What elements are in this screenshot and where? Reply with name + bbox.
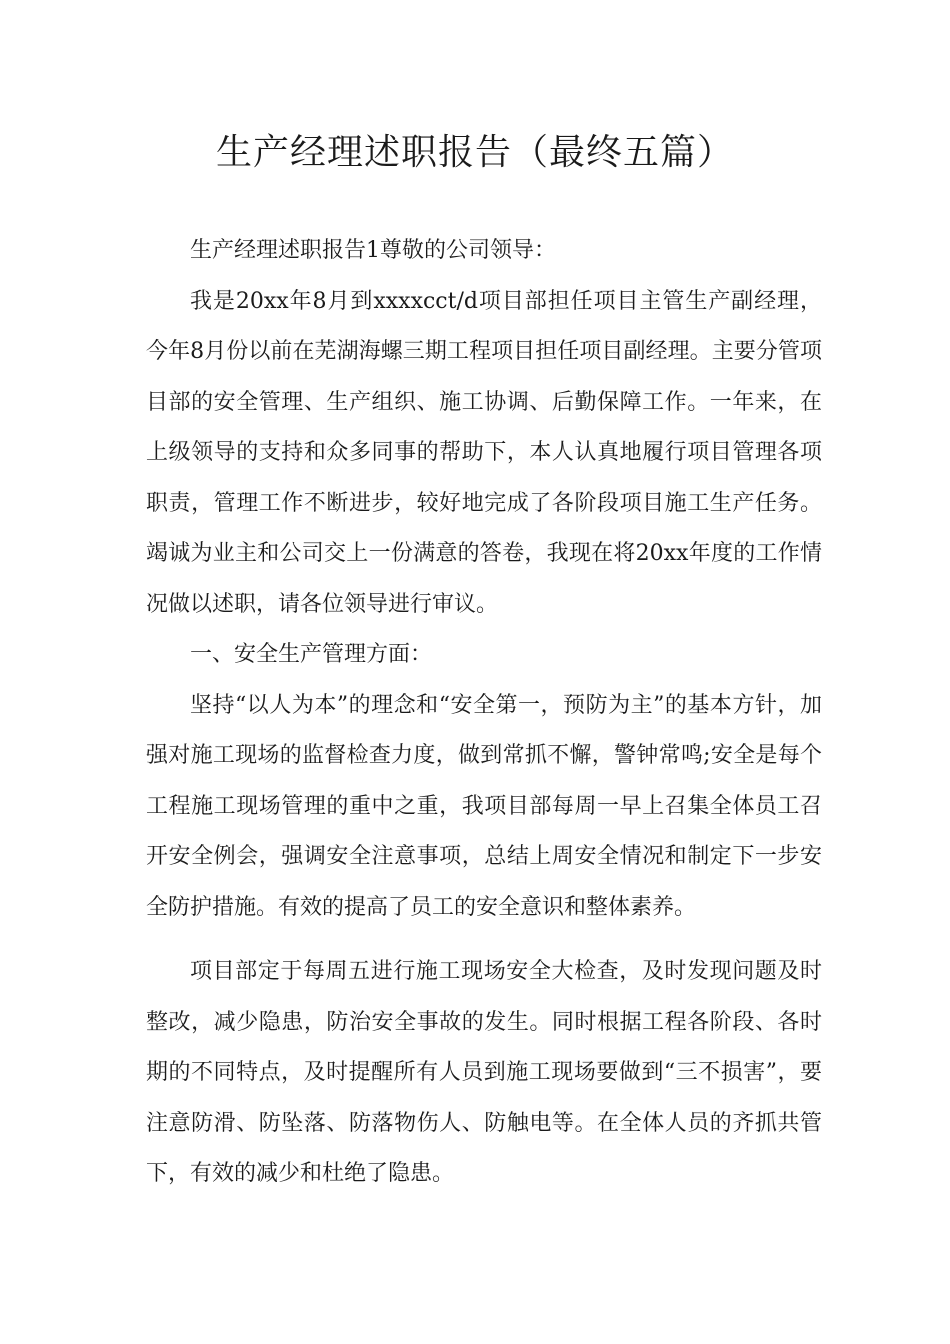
paragraph-salutation: 生产经理述职报告1尊敬的公司领导： xyxy=(190,238,556,263)
section-heading-safety: 一、安全生产管理方面： xyxy=(190,642,433,667)
paragraph-weekly-inspection: 项目部定于每周五进行施工现场安全大检查，及时发现问题及时整改，减少隐患，防治安全事故的发生。同时根据工程各阶段、各时期的不同特点，及时提醒所有人员到施工现场要做到“三不损害”，要注意防滑、防坠落、防落物伤人、防触电等。在全体人员的齐抓共管下，有效的减少和杜绝了隐患。 xyxy=(146,959,822,1186)
paragraph-introduction: 我是20xx年8月到xxxxcct/d项目部担任项目主管生产副经理，今年8月份以前在芜湖海螺三期工程项目担任项目副经理。主要分管项目部的安全管理、生产组织、施工协调、后勤保障工作。一年来，在上级领导的支持和众多同事的帮助下，本人认真地履行项目管理各项职责，管理工作不断进步，较好地完成了各阶段项目施工生产任务。竭诚为业主和公司交上一份满意的答卷，我现在将20xx年度的工作情况做以述职，请各位领导进行审议。 xyxy=(146,288,822,617)
paragraph-safety-policy: 坚持“以人为本”的理念和“安全第一，预防为主”的基本方针，加强对施工现场的监督检查力度，做到常抓不懈，警钟常鸣;安全是每个工程施工现场管理的重中之重，我项目部每周一早上召集全体员工召开安全例会，强调安全注意事项，总结上周安全情况和制定下一步安全防护措施。有效的提高了员工的安全意识和整体素养。 xyxy=(146,692,822,920)
document-body xyxy=(146,226,822,1200)
document-title: 生产经理述职报告（最终五篇） xyxy=(215,132,734,173)
